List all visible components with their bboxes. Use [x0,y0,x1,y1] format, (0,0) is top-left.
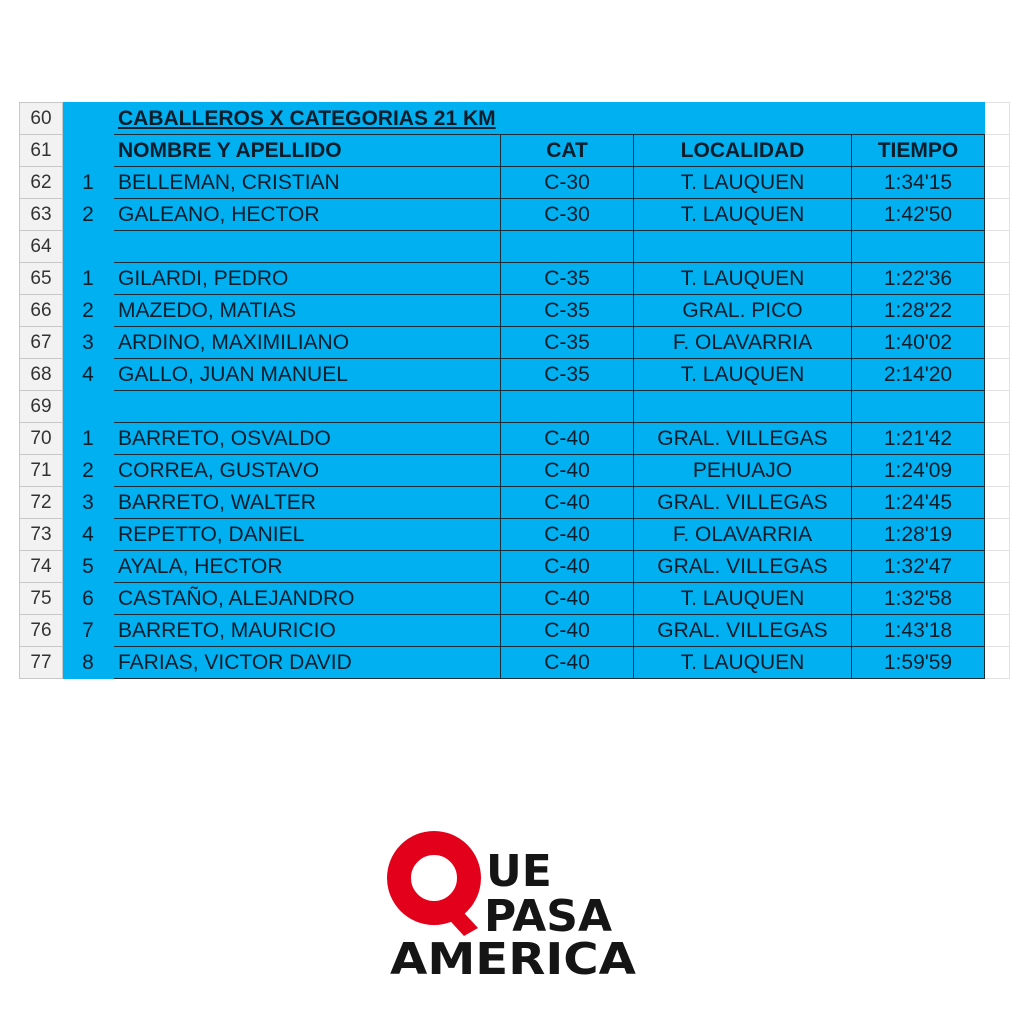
name-cell[interactable]: ARDINO, MAXIMILIANO [114,327,501,359]
category-cell[interactable]: C-35 [501,327,634,359]
position-cell[interactable]: 2 [63,199,114,231]
localidad-cell[interactable] [634,231,852,263]
category-cell[interactable]: C-40 [501,647,634,679]
spacer-row [20,231,1010,263]
results-table [19,102,1010,679]
row-number[interactable]: 64 [20,231,63,263]
name-cell[interactable]: GILARDI, PEDRO [114,263,501,295]
row-number[interactable]: 77 [20,647,63,679]
name-cell[interactable]: BELLEMAN, CRISTIAN [114,167,501,199]
tiempo-cell[interactable]: 1:21'42 [852,423,985,455]
category-cell[interactable]: C-40 [501,551,634,583]
row-number[interactable]: 74 [20,551,63,583]
empty-cell[interactable] [985,199,1010,231]
tiempo-cell[interactable] [852,391,985,423]
table-row [20,519,1010,551]
que-pasa-america-logo [382,828,642,978]
position-cell[interactable]: 1 [63,167,114,199]
localidad-cell[interactable]: T. LAUQUEN [634,647,852,679]
localidad-cell[interactable]: GRAL. VILLEGAS [634,423,852,455]
localidad-cell[interactable]: GRAL. VILLEGAS [634,487,852,519]
header-cat[interactable]: CAT [501,135,634,167]
name-cell[interactable]: BARRETO, MAURICIO [114,615,501,647]
row-number[interactable]: 63 [20,199,63,231]
localidad-cell[interactable] [634,391,852,423]
row-number[interactable]: 65 [20,263,63,295]
table-row [20,359,1010,391]
row-number[interactable]: 67 [20,327,63,359]
empty-cell[interactable] [985,391,1010,423]
row-number[interactable]: 73 [20,519,63,551]
position-cell[interactable]: 5 [63,551,114,583]
table-row [20,295,1010,327]
category-cell[interactable]: C-35 [501,295,634,327]
category-cell[interactable]: C-40 [501,583,634,615]
header-row [20,135,1010,167]
empty-cell[interactable] [985,359,1010,391]
name-cell[interactable]: BARRETO, OSVALDO [114,423,501,455]
table-row [20,583,1010,615]
header-name[interactable]: NOMBRE Y APELLIDO [114,135,501,167]
position-cell[interactable]: 8 [63,647,114,679]
name-cell[interactable]: FARIAS, VICTOR DAVID [114,647,501,679]
position-cell[interactable]: 1 [63,263,114,295]
empty-cell[interactable] [985,263,1010,295]
position-cell[interactable]: 4 [63,519,114,551]
table-row [20,199,1010,231]
name-cell[interactable]: REPETTO, DANIEL [114,519,501,551]
logo-line-america: AMERICA [390,934,636,978]
position-cell[interactable] [63,391,114,423]
table-row [20,167,1010,199]
position-cell[interactable]: 2 [63,295,114,327]
localidad-cell[interactable]: PEHUAJO [634,455,852,487]
row-number[interactable]: 70 [20,423,63,455]
row-number[interactable]: 72 [20,487,63,519]
row-number[interactable]: 71 [20,455,63,487]
row-number[interactable]: 68 [20,359,63,391]
name-cell[interactable] [114,391,501,423]
empty-cell[interactable] [985,615,1010,647]
position-cell[interactable] [63,103,114,135]
logo-line-pasa: PASA [484,891,613,942]
results-table-body [20,103,1010,679]
empty-cell[interactable] [985,295,1010,327]
tiempo-cell[interactable]: 1:40'02 [852,327,985,359]
category-cell[interactable]: C-30 [501,167,634,199]
empty-cell[interactable] [985,231,1010,263]
category-cell[interactable]: C-40 [501,455,634,487]
tiempo-cell[interactable]: 1:28'19 [852,519,985,551]
empty-cell[interactable] [985,423,1010,455]
empty-cell[interactable] [985,455,1010,487]
category-cell[interactable]: C-35 [501,359,634,391]
row-number[interactable]: 76 [20,615,63,647]
tiempo-cell[interactable] [852,231,985,263]
category-cell[interactable]: C-40 [501,615,634,647]
position-cell[interactable]: 3 [63,327,114,359]
position-cell[interactable] [63,231,114,263]
name-cell[interactable]: CORREA, GUSTAVO [114,455,501,487]
table-row [20,551,1010,583]
tiempo-cell[interactable]: 1:32'58 [852,583,985,615]
row-number[interactable]: 62 [20,167,63,199]
localidad-cell[interactable]: T. LAUQUEN [634,167,852,199]
position-cell[interactable]: 3 [63,487,114,519]
table-row [20,423,1010,455]
position-cell[interactable]: 4 [63,359,114,391]
name-cell[interactable]: GALEANO, HECTOR [114,199,501,231]
row-number[interactable]: 66 [20,295,63,327]
table-row [20,455,1010,487]
tiempo-cell[interactable]: 2:14'20 [852,359,985,391]
empty-cell[interactable] [985,583,1010,615]
category-cell[interactable] [501,231,634,263]
header-localidad[interactable]: LOCALIDAD [634,135,852,167]
title-row [20,103,1010,135]
localidad-cell[interactable]: T. LAUQUEN [634,359,852,391]
empty-cell[interactable] [985,327,1010,359]
logo-line-ue: UE [486,846,552,897]
category-cell[interactable] [501,391,634,423]
row-number[interactable]: 60 [20,103,63,135]
localidad-cell[interactable]: T. LAUQUEN [634,583,852,615]
category-cell[interactable]: C-30 [501,199,634,231]
category-cell[interactable]: C-40 [501,487,634,519]
name-cell[interactable]: CASTAÑO, ALEJANDRO [114,583,501,615]
empty-cell[interactable] [985,167,1010,199]
position-cell[interactable]: 6 [63,583,114,615]
tiempo-cell[interactable]: 1:22'36 [852,263,985,295]
name-cell[interactable]: BARRETO, WALTER [114,487,501,519]
name-cell[interactable] [114,231,501,263]
header-tiempo[interactable]: TIEMPO [852,135,985,167]
empty-cell[interactable] [985,487,1010,519]
name-cell[interactable]: GALLO, JUAN MANUEL [114,359,501,391]
localidad-cell[interactable]: F. OLAVARRIA [634,327,852,359]
localidad-cell[interactable]: T. LAUQUEN [634,263,852,295]
sheet-title[interactable]: CABALLEROS X CATEGORIAS 21 KM [114,103,985,135]
localidad-cell[interactable]: F. OLAVARRIA [634,519,852,551]
tiempo-cell[interactable]: 1:32'47 [852,551,985,583]
category-cell[interactable]: C-40 [501,519,634,551]
position-cell[interactable]: 7 [63,615,114,647]
tiempo-cell[interactable]: 1:24'09 [852,455,985,487]
table-row [20,487,1010,519]
q-letter-icon [399,843,478,936]
position-cell[interactable]: 1 [63,423,114,455]
tiempo-cell[interactable]: 1:43'18 [852,615,985,647]
row-number[interactable]: 61 [20,135,63,167]
localidad-cell[interactable]: T. LAUQUEN [634,199,852,231]
localidad-cell[interactable]: GRAL. PICO [634,295,852,327]
empty-cell[interactable] [985,103,1010,135]
row-number[interactable]: 75 [20,583,63,615]
spacer-row [20,391,1010,423]
table-row [20,647,1010,679]
empty-cell[interactable] [985,135,1010,167]
empty-cell[interactable] [985,647,1010,679]
table-row [20,263,1010,295]
category-cell[interactable]: C-35 [501,263,634,295]
empty-cell[interactable] [985,519,1010,551]
tiempo-cell[interactable]: 1:24'45 [852,487,985,519]
table-row [20,615,1010,647]
position-cell[interactable] [63,135,114,167]
table-row [20,327,1010,359]
position-cell[interactable]: 2 [63,455,114,487]
spreadsheet [19,102,1010,679]
tiempo-cell[interactable]: 1:59'59 [852,647,985,679]
name-cell[interactable]: AYALA, HECTOR [114,551,501,583]
tiempo-cell[interactable]: 1:42'50 [852,199,985,231]
row-number[interactable]: 69 [20,391,63,423]
tiempo-cell[interactable]: 1:28'22 [852,295,985,327]
name-cell[interactable]: MAZEDO, MATIAS [114,295,501,327]
empty-cell[interactable] [985,551,1010,583]
localidad-cell[interactable]: GRAL. VILLEGAS [634,551,852,583]
tiempo-cell[interactable]: 1:34'15 [852,167,985,199]
localidad-cell[interactable]: GRAL. VILLEGAS [634,615,852,647]
category-cell[interactable]: C-40 [501,423,634,455]
